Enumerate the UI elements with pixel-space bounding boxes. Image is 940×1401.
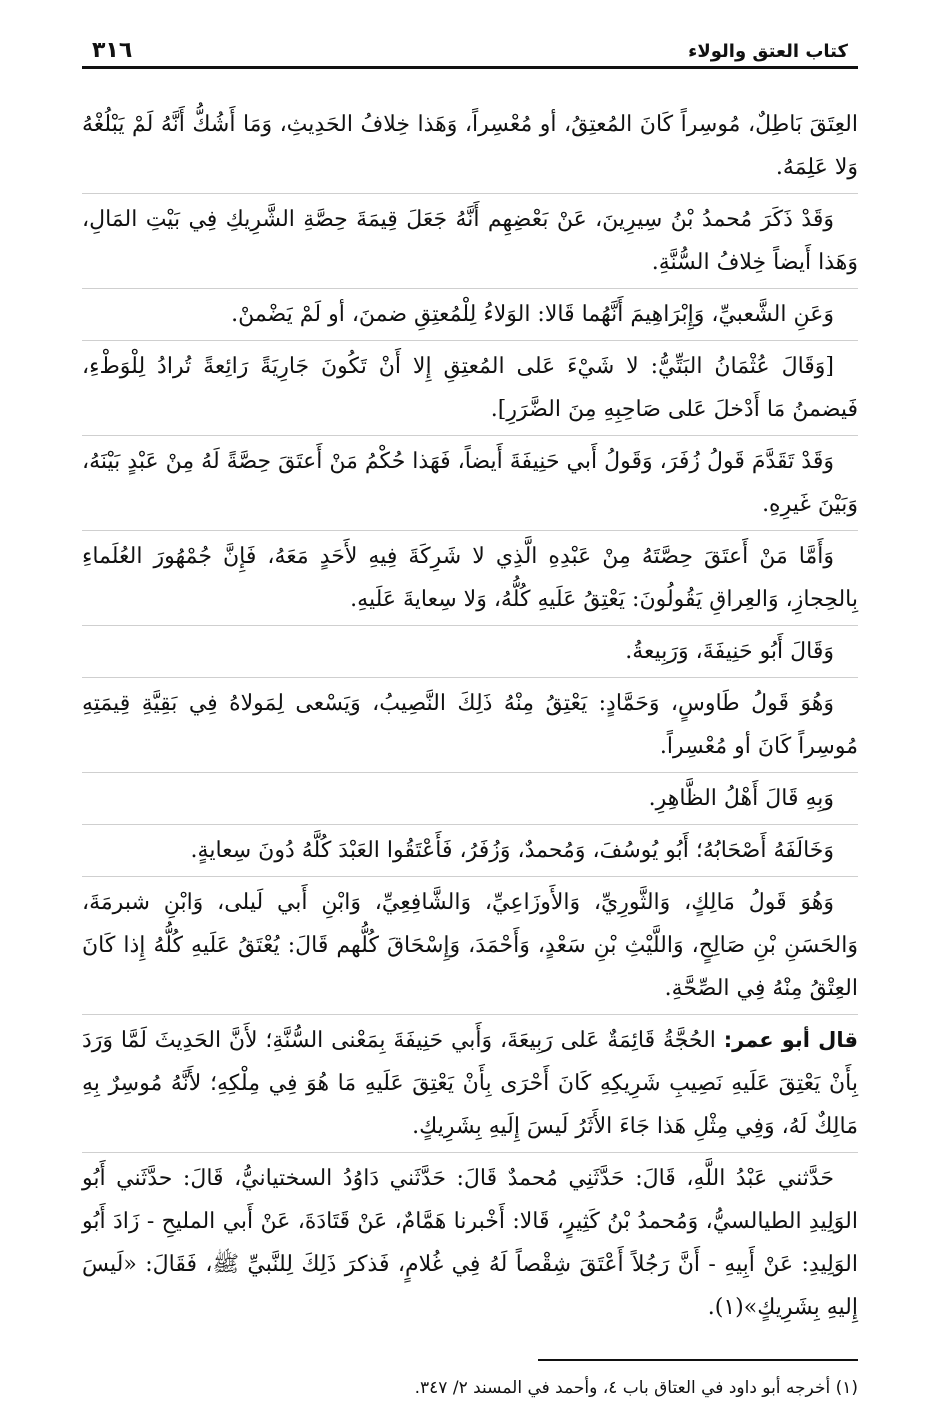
page-header xyxy=(82,28,858,69)
paragraph: وَهُوَ قَولُ مَالِكٍ، وَالثَّورِيِّ، وَالأَوزَاعِيِّ، وَالشَّافِعِيِّ، وَابْنِ أَبي لَيلى، وَابْنِ شبرمَةَ، وَالحَسَنِ بْنِ صَالِحٍ، وَاللَّيْثِ بْنِ سَعْدٍ، وَأَحْمَدَ، وَإِسْحَاقَ كُلُّهم قَالَ: يُعْتَقُ عَلَيهِ كُلُّهُ إِذا كَانَ العِتْقُ مِنْهُ فِي الصِّحَّةِ. xyxy=(82,881,858,1015)
paragraph: وَقَدْ تَقَدَّمَ قَولُ زُفَرَ، وَقَولُ أَبي حَنِيفَةَ أَيضاً، فَهَذا حُكْمُ مَنْ أَعتَقَ حِصَّةً لَهُ مِنْ عَبْدٍ بَيْنَهُ، وَبَيْنَ غَيرِهِ. xyxy=(82,440,858,531)
chapter-title: كتاب العتق والولاء xyxy=(688,41,848,62)
paragraph: وَقَالَ أَبُو حَنِيفَةَ، وَرَبِيعةُ. xyxy=(82,630,858,678)
paragraph: [وَقَالَ عُثْمَانُ البَتِّيُّ: لا شَيْءَ عَلى المُعتِقِ إِلا أَنْ تَكُونَ جَارِيَةً رَائِعةً تُرادُ لِلْوَطْءِ، فَيضمنُ مَا أَدْخلَ عَلى صَاحِبِهِ مِنَ الضَّرَرِ]. xyxy=(82,345,858,436)
page-number: ٣١٦ xyxy=(82,38,132,64)
footnote: (١) أخرجه أبو داود في العتاق باب ٤، وأحمد في المسند ٢/ ٣٤٧. xyxy=(414,1378,858,1398)
paragraph: وَأَمَّا مَنْ أَعتَقَ حِصَّتَهُ مِنْ عَبْدِهِ الَّذِي لا شَرِكَةَ فِيهِ لأَحَدٍ مَعَهُ، فَإِنَّ جُمْهُورَ العُلَماءِ بِالحِجازِ، وَالعِراقِ يَقُولُونَ: يَعْتِقُ عَلَيهِ كُلُّهُ، وَلا سِعايةَ عَلَيهِ. xyxy=(82,535,858,626)
abu-umar-text: الحُجَّةُ قَائِمَةٌ عَلى رَبِيعَةَ، وَأَبي حَنِيفَةَ بِمَعْنى السُّنَّةِ؛ لأَنَّ الحَدِيثَ لَمَّا وَرَدَ بِأَنْ يَعْتِقَ عَلَيهِ نَصِيبِ شَرِيكِهِ كَانَ أَحْرَى بِأَنْ يَعْتِقَ عَلَيهِ مَا هُوَ فِي مِلْكِهِ؛ لأَنَّهُ مُوسِرٌ بِهِ مَالِكٌ لَهُ، وَفِي مِثْلِ هَذا جَاءَ الأَثَرُ لَيسَ إِلَيهِ بِشَرِيكٍ. xyxy=(82,1028,858,1139)
paragraph: وَعَنِ الشَّعبيِّ، وَإِبْرَاهِيمَ أَنَّهُما قَالا: الوَلاءُ لِلْمُعتِقِ ضمنَ، أو لَمْ يَضْمنْ. xyxy=(82,293,858,341)
paragraph: وَهُوَ قَولُ طَاوسٍ، وَحَمَّادٍ: يَعْتِقُ مِنْهُ ذَلِكَ النَّصِيبُ، وَيَسْعى لِمَولاهُ فِي بَقِيَّةِ قِيمَتِهِ مُوسِراً كَانَ أو مُعْسِراً. xyxy=(82,682,858,773)
paragraph: وَبِهِ قَالَ أَهْلُ الظَّاهِرِ. xyxy=(82,777,858,825)
speaker-label: قال أبو عمر: xyxy=(723,1028,858,1052)
hadith-paragraph: حَدَّثني عَبْدُ اللَّهِ، قَالَ: حَدَّثَنِي مُحمدٌ قَالَ: حَدَّثَني دَاوُدُ السختيانيُّ، قَالَ: حدَّثَني أَبُو الوَلِيدِ الطيالسيُّ، وَمُحمدُ بْنُ كَثِيرٍ، قَالا: أَخْبرنا هَمَّامٌ، عَنْ قَتَادَةَ، عَنْ أَبي المليحِ - زَادَ أَبُو الوَلِيدِ: عَنْ أَبِيهِ - أَنَّ رَجُلاً أَعْتَقَ شِقْصاً لَهُ فِي غُلامٍ، فَذكرَ ذَلِكَ لِلنَّبيِّ ﷺ، فَقَالَ: «لَيسَ إِليهِ بِشَرِيكٍ»(١). xyxy=(82,1166,858,1320)
paragraph: وَقَدْ ذَكَرَ مُحمدُ بْنُ سِيرِينَ، عَنْ بَعْضِهِم أَنَّهُ جَعَلَ قِيمَةَ حِصَّةِ الشَّرِيكِ فِي بَيْتِ المَالِ، وَهَذا أَيضاً خِلافُ السُّنَّةِ. xyxy=(82,198,858,289)
paragraph: العِتَقَ بَاطِلٌ، مُوسِراً كَانَ المُعتِقُ، أو مُعْسِراً، وَهَذا خِلافُ الحَدِيثِ، وَمَا أَشُكُّ أَنَّهُ لَمْ يَبْلُغْهُ وَلا عَلِمَهُ. xyxy=(82,103,858,194)
paragraph: وَخَالَفَهُ أَصْحَابُهُ؛ أَبُو يُوسُفَ، وَمُحمدٌ، وَزُفَرُ، فَأَعْتَقُوا العَبْدَ كُلَّهُ دُونَ سِعايةٍ. xyxy=(82,829,858,877)
footnote-separator xyxy=(538,1359,858,1361)
abu-umar-paragraph xyxy=(82,1019,858,1153)
page-body xyxy=(82,103,858,1333)
